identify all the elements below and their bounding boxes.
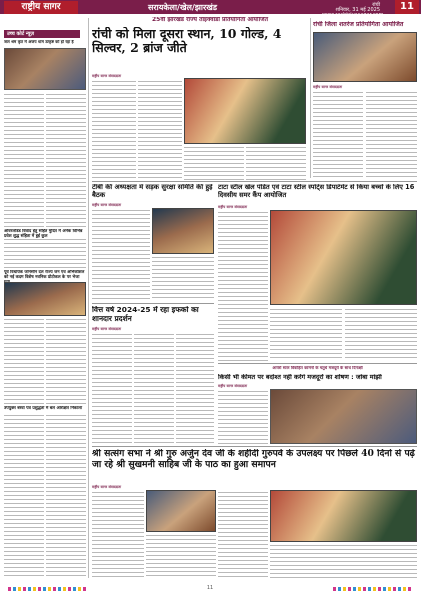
- website: www.rashtriyasagar.com: [322, 12, 384, 18]
- registration-marks-right: [333, 587, 413, 591]
- bottom-photo-a: [146, 490, 216, 532]
- summer-camp-byline: राष्ट्रीय सागर संवाददाता: [218, 205, 248, 209]
- date-block: [322, 2, 384, 18]
- meeting-byline: राष्ट्रीय सागर संवाददाता: [92, 203, 122, 207]
- summer-camp-text-col-c: [345, 308, 417, 361]
- bottom-rule: [92, 446, 417, 447]
- meeting-headline: टीबी की अध्यक्षता में सड़क सुरक्षा समिति की हुई बैठक: [92, 184, 213, 199]
- finance-text-col-a: [92, 333, 132, 443]
- finance-headline: वित्त वर्ष 2024-25 में रहा इफको का शानदार प्रदर्शन: [92, 306, 199, 323]
- lead-text-col-b: [138, 80, 182, 180]
- column-divider: [88, 18, 89, 578]
- right-text-col-a: [313, 91, 363, 179]
- bottom-text-col-a: [92, 491, 144, 579]
- left-column-tag: उच्च कोर्ट न्यूज़: [4, 30, 80, 38]
- lead-text-col-d: [246, 146, 306, 180]
- bottom-text-col-c: [218, 491, 268, 579]
- footer-page-marker: 11: [206, 585, 214, 591]
- left-text-col-b: [46, 93, 86, 228]
- strike-headline: किसी भी कीमत पर बर्दाश्त नहीं करेंगे मजदूरों का शोषण : जोबा मांझी: [218, 374, 382, 381]
- left-text-col-c: [4, 318, 44, 404]
- finance-byline: राष्ट्रीय सागर संवाददाता: [92, 327, 122, 331]
- finance-text-col-c: [176, 333, 214, 443]
- bottom-headline: श्री सत्संग सभा ने श्री गुरु अर्जुन देव जी के शहीदी गुरुपर्व के उपलक्ष्य पर पिछले 40 दिनों से पढ़े जा रहे श्री सुखमनी साहिब जी के पाठ का हुआ समापन: [92, 449, 415, 470]
- bottom-byline: राष्ट्रीय सागर संवाददाता: [92, 485, 122, 489]
- meeting-text-col-b: [152, 256, 214, 301]
- right-divider: [310, 18, 311, 178]
- bottom-photo-b: [270, 490, 417, 542]
- summer-camp-headline: टाटा स्टील खेल पंडित एवं टाटा स्टील स्पोर्ट्स डिपार्टमेंट से किया बच्चों के लिए 16 दिवसीय समर कैंप आयोजित: [218, 184, 415, 199]
- section-title: सरायकेला/खेल/झारखंड: [148, 3, 218, 12]
- summer-camp-text-col: [218, 211, 268, 361]
- left-photo-caption: जल श्रम कृत में अजय धाम उत्कृष्ट को हो रहा है: [4, 40, 74, 44]
- strike-rule: [218, 363, 417, 364]
- finance-rule: [92, 303, 214, 304]
- lead-headline: रांची को मिला दूसरा स्थान, 10 गोल्ड, 4 सिल्वर, 2 ब्रांज जीते: [92, 27, 282, 56]
- right-top-headline: रांची जिला शतरंज प्रतियोगिता आयोजित: [313, 21, 404, 28]
- strike-photo: [270, 389, 417, 444]
- right-top-byline: राष्ट्रीय सागर संवाददाता: [313, 85, 343, 89]
- left-text-col-d: [46, 318, 86, 404]
- left-bottom-heading: उपयुक्त बरवा पत्र प्रशुद्धता में बल आरक्षित निकाला: [4, 406, 83, 410]
- finance-text-col-b: [134, 333, 174, 443]
- masthead: राष्ट्रीय सागर: [4, 1, 78, 14]
- lead-photo: [184, 78, 306, 144]
- page-number: 11: [395, 0, 419, 14]
- summer-camp-text-col-b: [270, 308, 342, 361]
- registration-marks-left: [8, 587, 88, 591]
- lead-kicker: 25वीं झारखंड राज्य ताइक्वांडो प्रतियोगिता आयोजित: [151, 17, 269, 23]
- left-text-block: [4, 238, 86, 268]
- left-photo-2: [4, 282, 86, 316]
- left-text-col-a: [4, 93, 44, 228]
- left-para-heading: ओवरलोडेड विवाद हेतु सहित मुदित में अनेक विभिन्न प्रवेश शुद्ध संहिता में हुई कुल: [4, 229, 83, 238]
- strike-kicker: आयरो सतर विवाहित कामनों के चतुर्थ मजदूरों के साथ दिनाक्षी: [272, 366, 363, 370]
- bottom-text-col-b: [146, 534, 216, 579]
- date-city: रांची: [372, 2, 380, 8]
- left-sub-heading: पूर्व विधायक जानसोन दल राज्य जन एवं अभिकौशल को नई कदम विशेष नवनिक प्रोटोकल के पर भेजा: [4, 270, 85, 279]
- strike-byline: राष्ट्रीय सागर संवाददाता: [218, 384, 248, 388]
- bottom-text-col-d: [270, 544, 417, 579]
- left-photo: [4, 48, 86, 90]
- left-text-col-e: [4, 414, 44, 579]
- left-text-col-f: [46, 414, 86, 579]
- section-rule: [92, 181, 417, 182]
- lead-text-col-c: [184, 146, 244, 180]
- strike-text-col: [218, 390, 268, 444]
- lead-byline: राष्ट्रीय सागर संवाददाता: [92, 74, 122, 78]
- right-top-photo: [313, 32, 417, 82]
- meeting-photo: [152, 208, 214, 254]
- meeting-text-col-a: [92, 209, 150, 301]
- right-text-col-b: [366, 91, 417, 179]
- lead-text-col-a: [92, 80, 136, 180]
- date-text: शनिवार, 31 मई 2025: [335, 7, 380, 13]
- summer-camp-photo: [270, 210, 417, 305]
